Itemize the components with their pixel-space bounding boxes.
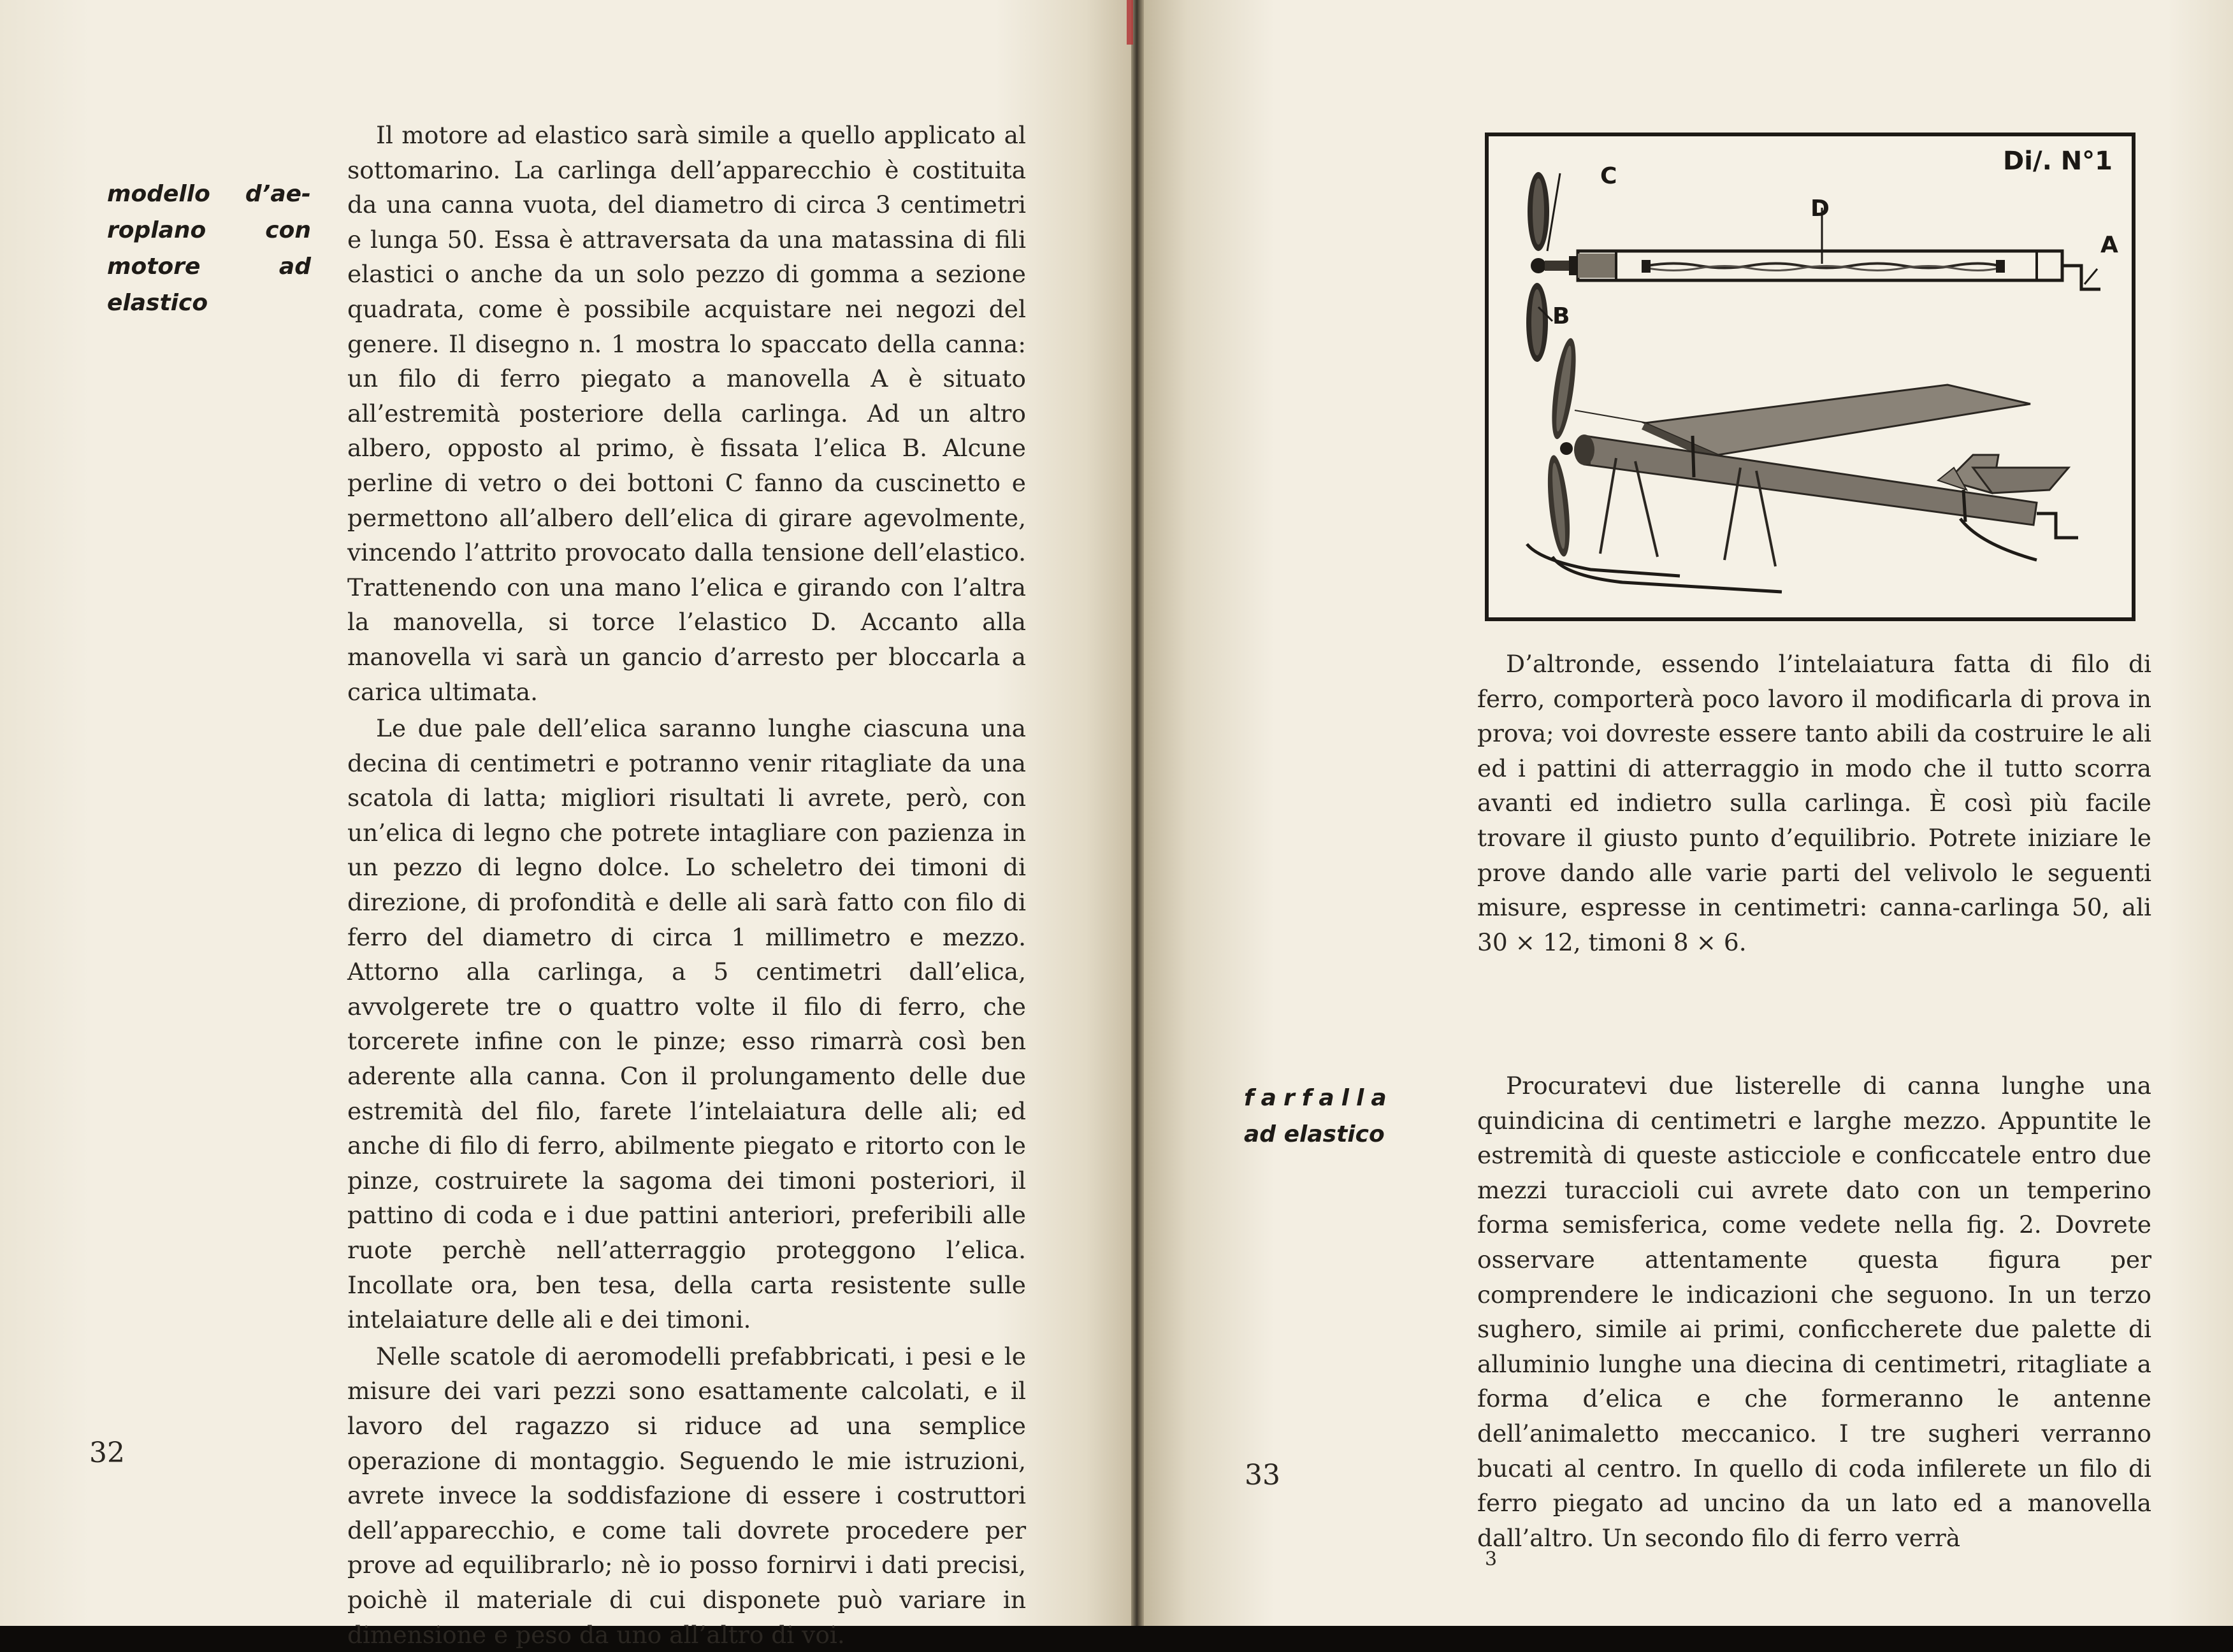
page-number-left: 32 [89,1437,125,1469]
right-sidehead-line: farfalla [1244,1085,1394,1111]
signature-mark: 3 [1485,1548,1498,1570]
figure-caption: Di/. N°1 [2003,147,2113,176]
paragraph: Nelle scatole di aeromodelli prefabbricati, i pesi e le misure dei vari pezzi sono esattamente calcolati, e il lavoro del ragazzo si riduce ad una semplice operazione di montaggio. Seguendo le mie istruzioni, avrete invece la soddisfazione di essere i costruttori dell’apparecchio, e come tali dovrete procedere per prove ad equilibrarlo; nè io posso fornirvi i dati precisi, poichè il materiale di cui disponete può variare in dimensione e peso da uno all’altro di voi. [347,1342,1026,1649]
book-gutter [1131,0,1144,1626]
right-body-text-top [1477,647,2151,959]
left-sidehead-line: elastico [107,290,208,316]
label-d: D [1810,196,1830,222]
paragraph: D’altronde, essendo l’intelaiatura fatta di filo di ferro, comporterà poco lavoro il modificarla di prova in prova; voi dovreste essere tanto abili da costruire le ali ed i pattini di atterraggio in modo che il tutto scorra avanti ed indietro sulla carlinga. È così più facile trovare il giusto punto d’equilibrio. Potrete iniziare le prove dando alle varie parti del velivolo le seguenti misure, espresse in centimetri: canna-carlinga 50, ali 30 × 12, timoni 8 × 6. [1477,650,2151,956]
label-c: C [1600,163,1617,189]
label-b: B [1552,303,1570,329]
left-sidehead-line: modello d’ae- [107,181,311,207]
left-sidehead [107,176,311,321]
figure-1 [1485,133,2135,621]
left-body-text [347,118,1026,1652]
right-sidehead [1244,1080,1403,1153]
page-number-right: 33 [1245,1459,1280,1491]
right-sidehead-line: ad elastico [1244,1121,1385,1147]
paragraph: Il motore ad elastico sarà simile a quello applicato al sottomarino. La carlinga dell’apparecchio è costituita da una canna vuota, del diametro di circa 3 centimetri e lunga 50. Essa è attraversata da una matassina di fili elastici o anche da un solo pezzo di gomma a sezione quadrata, come è possibile acquistare nei negozi del genere. Il disegno n. 1 mostra lo spaccato della canna: un filo di ferro piegato a manovella A è situato all’estremità posteriore della carlinga. Ad un altro albero, opposto al primo, è fissata l’elica B. Alcune perline di vetro o dei bottoni C fanno da cuscinetto e permettono all’albero dell’elica di girare agevolmente, vincendo l’attrito provocato dalla tensione dell’elastico. Trattenendo con una mano l’elica e girando con l’altra la manovella, si torce l’elastico D. Accanto alla manovella vi sarà un gancio d’arresto per bloccarla a carica ultimata. [347,121,1026,706]
left-sidehead-line: motore ad [107,254,311,280]
airplane-perspective-drawing [1527,337,2078,592]
label-a: A [2100,232,2118,258]
paragraph: Procuratevi due listerelle di canna lunghe una quindicina di centimetri e larghe mezzo. Appuntite le estremità di queste asticciole e conficcatele entro due mezzi turaccioli cui avrete dato con un temperino forma semisferica, come vedete nella fig. 2. Dovrete osservare attentamente questa figura per comprendere le indicazioni che seguono. In un terzo sughero, simile ai primi, conficcherete due palette di alluminio lunghe una diecina di centimetri, ritagliate a forma d’elica e che formeranno le antenne dell’animaletto meccanico. I tre sugheri verranno bucati al centro. In quello di coda infilerete un filo di ferro piegato ad uncino da un lato ed a manovella dall’altro. Un secondo filo di ferro verrà [1477,1072,2151,1552]
binding-mark [1127,0,1133,45]
paragraph: Le due pale dell’elica saranno lunghe ciascuna una decina di centimetri e potranno venir ritagliate da una scatola di latta; migliori risultati li avrete, però, con un’elica di legno che potrete intagliare con pazienza in un pezzo di legno dolce. Lo scheletro dei timoni di direzione, di profondità e delle ali sarà fatto con filo di ferro del diametro di circa 1 millimetro e mezzo. Attorno alla carlinga, a 5 centimetri dall’elica, avvolgerete tre o quattro volte il filo di ferro, che torcerete infine con le pinze; esso rimarrà così ben aderente alla canna. Con il prolungamento delle due estremità del filo, farete l’intelaiatura delle ali; ed anche di filo di ferro, abilmente piegato e ritorto con le pinze, costruirete la sagoma dei timoni posteriori, il pattino di coda e i due pattini anteriori, preferibili alle ruote perchè nell’atterraggio proteggono l’elica. Incollate ora, ben tesa, della carta resistente sulle intelaiature delle ali e dei timoni. [347,714,1026,1334]
right-body-text-bottom [1477,1068,2151,1555]
left-sidehead-line: roplano con [107,217,311,243]
